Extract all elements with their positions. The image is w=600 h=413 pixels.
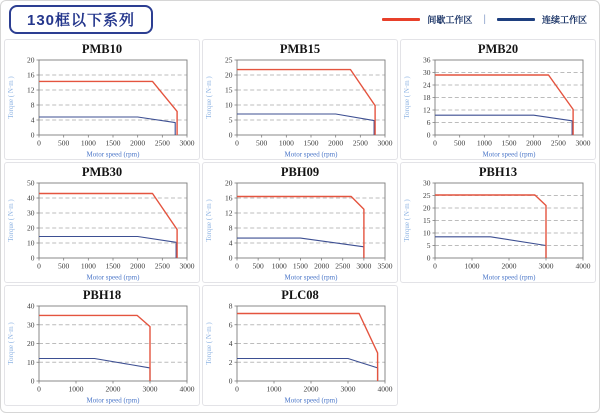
- x-tick-label: 1000: [271, 261, 287, 271]
- y-tick-label: 20: [27, 223, 35, 233]
- x-tick-label: 2000: [526, 138, 542, 148]
- x-axis-label: Motor speed (rpm): [284, 150, 338, 159]
- chart-grid: [1, 38, 599, 409]
- x-tick-label: 1500: [292, 261, 308, 271]
- chart-panel-PLC08: [202, 285, 398, 406]
- chart-title: PLC08: [281, 288, 319, 302]
- y-axis-label: Torque ( N·m ): [7, 199, 15, 242]
- y-tick-label: 10: [27, 238, 35, 248]
- y-tick-label: 30: [423, 179, 431, 188]
- series-intermittent-line: [435, 195, 546, 258]
- x-tick-label: 2000: [130, 261, 146, 271]
- chart-canvas: [204, 302, 396, 405]
- x-tick-label: 0: [235, 138, 239, 148]
- series-continuous-line: [435, 237, 546, 258]
- y-axis-label: Torque ( N·m ): [7, 76, 15, 119]
- x-tick-label: 1000: [278, 138, 294, 148]
- x-tick-label: 3500: [377, 261, 393, 271]
- chart-panel-PMB20: [400, 39, 596, 160]
- series-intermittent-line: [237, 197, 364, 259]
- x-tick-label: 4000: [377, 384, 393, 394]
- x-tick-label: 3000: [340, 384, 356, 394]
- legend-intermittent-label: 间歇工作区: [427, 15, 473, 25]
- x-tick-label: 3000: [179, 138, 195, 148]
- y-tick-label: 20: [27, 339, 35, 349]
- x-tick-label: 1000: [80, 138, 96, 148]
- x-tick-label: 500: [58, 261, 70, 271]
- chart-panel-PMB30: [4, 162, 200, 283]
- y-tick-label: 0: [228, 253, 233, 263]
- y-tick-label: 5: [426, 241, 431, 251]
- y-tick-label: 10: [27, 357, 35, 367]
- x-tick-label: 2000: [314, 261, 330, 271]
- series-continuous-line: [435, 115, 572, 135]
- series-continuous-line: [237, 114, 374, 135]
- y-axis-label: Torque ( N·m ): [7, 322, 15, 365]
- series-intermittent-line: [39, 194, 177, 259]
- x-tick-label: 1500: [501, 138, 517, 148]
- y-tick-label: 2: [228, 357, 233, 367]
- x-tick-label: 0: [37, 384, 41, 394]
- y-tick-label: 24: [423, 80, 431, 90]
- y-tick-label: 15: [423, 216, 431, 226]
- y-tick-label: 8: [228, 302, 233, 311]
- x-tick-label: 0: [37, 138, 41, 148]
- chart-canvas: [204, 179, 396, 282]
- x-tick-label: 0: [433, 138, 437, 148]
- x-tick-label: 3000: [142, 384, 158, 394]
- x-axis-label: Motor speed (rpm): [482, 273, 536, 282]
- x-tick-label: 2500: [550, 138, 566, 148]
- x-tick-label: 1000: [476, 138, 492, 148]
- x-tick-label: 1000: [464, 261, 480, 271]
- series-intermittent-line: [237, 70, 375, 135]
- x-tick-label: 500: [256, 138, 268, 148]
- chart-title: PMB20: [477, 42, 519, 56]
- plot-border: [237, 60, 385, 135]
- y-tick-label: 20: [225, 179, 233, 188]
- header: [1, 1, 599, 38]
- x-axis-label: Motor speed (rpm): [284, 273, 338, 282]
- chart-title: PBH09: [280, 165, 320, 179]
- x-tick-label: 3000: [575, 138, 591, 148]
- y-tick-label: 12: [27, 85, 35, 95]
- y-tick-label: 20: [27, 56, 35, 65]
- y-tick-label: 5: [228, 115, 233, 125]
- x-tick-label: 4000: [179, 384, 195, 394]
- x-axis-label: Motor speed (rpm): [86, 396, 140, 405]
- x-tick-label: 1000: [80, 261, 96, 271]
- x-tick-label: 2000: [328, 138, 344, 148]
- y-tick-label: 10: [225, 100, 233, 110]
- y-tick-label: 50: [27, 179, 35, 188]
- y-tick-label: 12: [225, 208, 233, 218]
- plot-border: [39, 183, 187, 258]
- x-tick-label: 1000: [68, 384, 84, 394]
- y-tick-label: 20: [423, 203, 431, 213]
- x-tick-label: 2500: [335, 261, 351, 271]
- y-tick-label: 0: [426, 130, 431, 140]
- x-tick-label: 500: [454, 138, 466, 148]
- y-tick-label: 30: [423, 68, 431, 78]
- page-title: 130框以下系列: [9, 5, 153, 34]
- x-tick-label: 1000: [266, 384, 282, 394]
- y-tick-label: 0: [30, 130, 35, 140]
- series-continuous-line: [39, 237, 176, 259]
- chart-panel-PBH13: [400, 162, 596, 283]
- x-tick-label: 500: [252, 261, 264, 271]
- chart-panel-PMB10: [4, 39, 200, 160]
- chart-title: PBH18: [82, 288, 122, 302]
- x-axis-label: Motor speed (rpm): [86, 273, 140, 282]
- y-tick-label: 25: [423, 191, 431, 201]
- legend-continuous-label: 连续工作区: [541, 15, 587, 25]
- y-tick-label: 18: [423, 93, 431, 103]
- y-tick-label: 8: [30, 100, 35, 110]
- y-axis-label: Torque ( N·m ): [205, 199, 213, 242]
- series-intermittent-line: [39, 81, 177, 135]
- y-tick-label: 20: [225, 70, 233, 80]
- y-axis-label: Torque ( N·m ): [205, 76, 213, 119]
- x-tick-label: 3000: [179, 261, 195, 271]
- x-tick-label: 1500: [105, 261, 121, 271]
- x-tick-label: 0: [37, 261, 41, 271]
- x-tick-label: 2000: [105, 384, 121, 394]
- chart-canvas: [6, 302, 198, 405]
- legend: [382, 13, 587, 26]
- x-tick-label: 500: [58, 138, 70, 148]
- legend-intermittent-swatch: [382, 18, 420, 21]
- y-tick-label: 40: [27, 302, 35, 311]
- x-tick-label: 2000: [130, 138, 146, 148]
- y-tick-label: 16: [225, 193, 233, 203]
- y-tick-label: 0: [228, 376, 233, 386]
- chart-canvas: [402, 179, 594, 282]
- x-axis-label: Motor speed (rpm): [482, 150, 536, 159]
- chart-title: PMB30: [81, 165, 123, 179]
- x-axis-label: Motor speed (rpm): [284, 396, 338, 405]
- chart-canvas: [402, 56, 594, 159]
- y-tick-label: 36: [423, 56, 431, 65]
- x-tick-label: 0: [235, 261, 239, 271]
- x-tick-label: 2500: [352, 138, 368, 148]
- chart-canvas: [6, 179, 198, 282]
- x-tick-label: 1500: [303, 138, 319, 148]
- series-intermittent-line: [435, 75, 573, 135]
- y-tick-label: 25: [225, 56, 233, 65]
- y-tick-label: 0: [30, 253, 35, 263]
- x-tick-label: 4000: [575, 261, 591, 271]
- y-tick-label: 6: [228, 320, 233, 330]
- series-intermittent-line: [237, 314, 378, 382]
- chart-canvas: [6, 56, 198, 159]
- y-axis-label: Torque ( N·m ): [205, 322, 213, 365]
- y-tick-label: 6: [426, 118, 431, 128]
- y-axis-label: Torque ( N·m ): [403, 76, 411, 119]
- x-axis-label: Motor speed (rpm): [86, 150, 140, 159]
- y-tick-label: 15: [225, 85, 233, 95]
- y-tick-label: 0: [30, 376, 35, 386]
- y-tick-label: 40: [27, 193, 35, 203]
- chart-title: PBH13: [478, 165, 518, 179]
- legend-divider: |: [483, 14, 486, 25]
- x-tick-label: 0: [433, 261, 437, 271]
- legend-continuous-swatch: [497, 18, 535, 21]
- y-tick-label: 4: [228, 339, 233, 349]
- y-tick-label: 4: [228, 238, 233, 248]
- x-tick-label: 2000: [501, 261, 517, 271]
- chart-canvas: [204, 56, 396, 159]
- series-intermittent-line: [39, 315, 150, 381]
- y-tick-label: 0: [426, 253, 431, 263]
- x-tick-label: 2000: [303, 384, 319, 394]
- x-tick-label: 3000: [377, 138, 393, 148]
- series-continuous-line: [237, 238, 364, 258]
- y-tick-label: 4: [30, 115, 35, 125]
- y-tick-label: 30: [27, 208, 35, 218]
- x-tick-label: 0: [235, 384, 239, 394]
- chart-panel-PMB15: [202, 39, 398, 160]
- y-tick-label: 8: [228, 223, 233, 233]
- chart-panel-PBH18: [4, 285, 200, 406]
- y-axis-label: Torque ( N·m ): [403, 199, 411, 242]
- y-tick-label: 0: [228, 130, 233, 140]
- chart-title: PMB10: [81, 42, 123, 56]
- y-tick-label: 10: [423, 228, 431, 238]
- chart-title: PMB15: [279, 42, 321, 56]
- chart-panel-PBH09: [202, 162, 398, 283]
- x-tick-label: 2500: [154, 138, 170, 148]
- x-tick-label: 1500: [105, 138, 121, 148]
- y-tick-label: 30: [27, 320, 35, 330]
- y-tick-label: 16: [27, 70, 35, 80]
- y-tick-label: 12: [423, 105, 431, 115]
- x-tick-label: 3000: [538, 261, 554, 271]
- x-tick-label: 2500: [154, 261, 170, 271]
- x-tick-label: 3000: [356, 261, 372, 271]
